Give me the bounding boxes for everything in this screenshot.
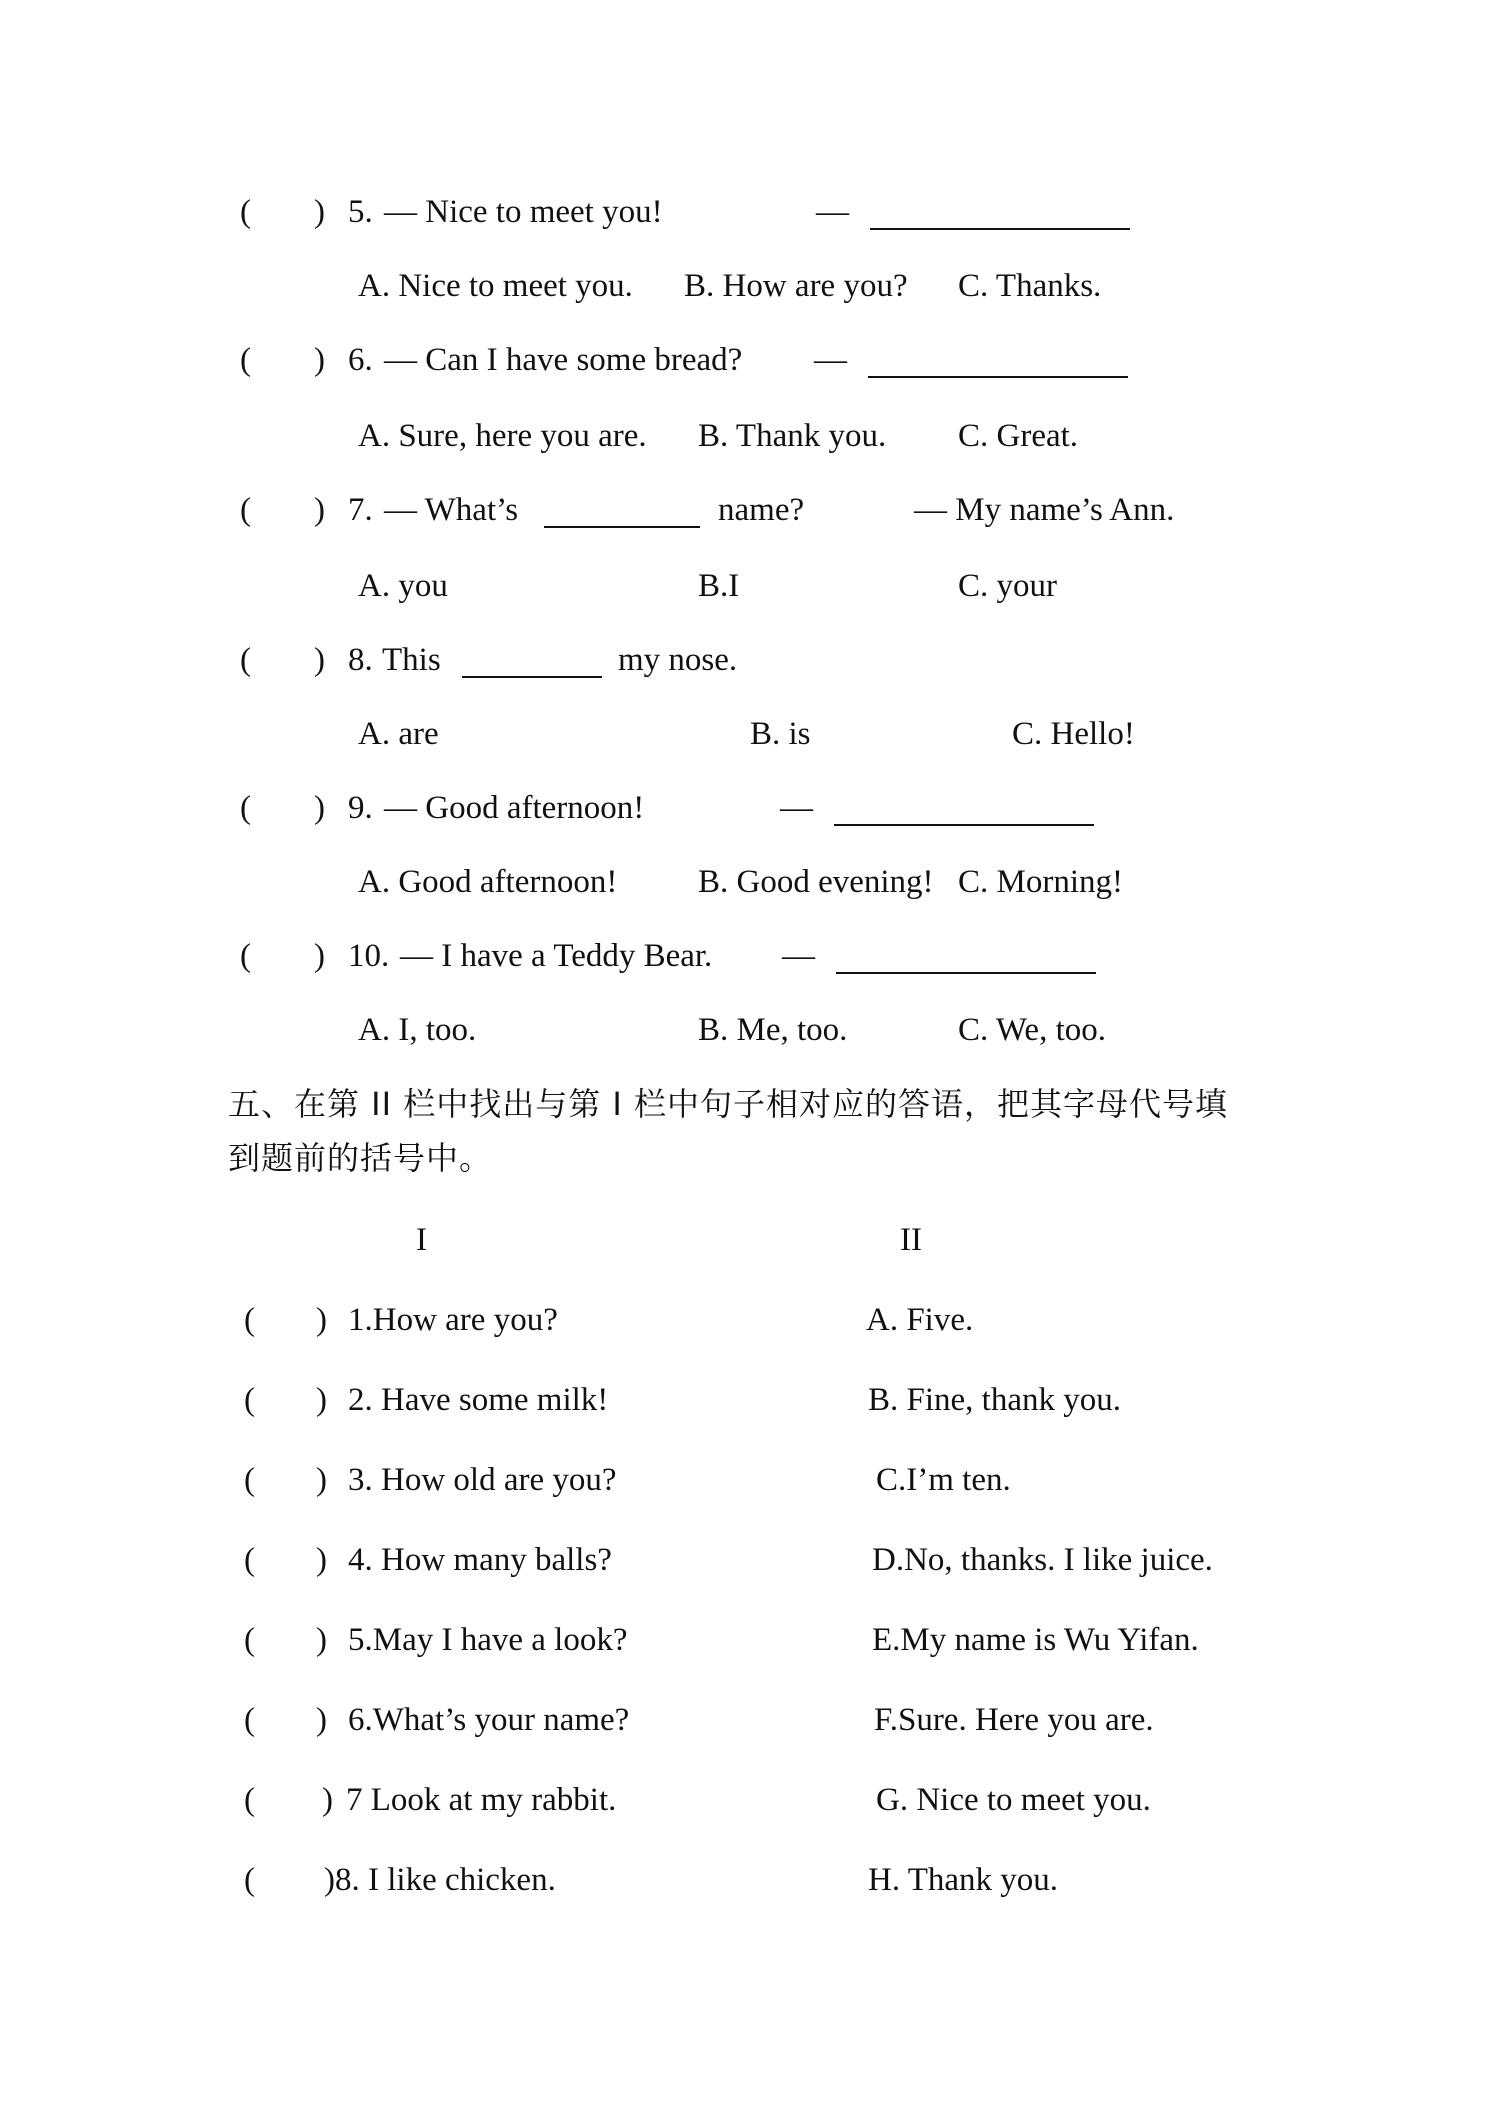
answer-paren-right: ) — [314, 492, 325, 528]
option-c: C. Great. — [958, 418, 1079, 454]
option-c: C. We, too. — [958, 1012, 1106, 1048]
answer-paren-right: ) — [316, 1702, 327, 1738]
column-i-header: I — [416, 1222, 427, 1258]
answer-paren-right: ) — [316, 1622, 327, 1658]
answer-blank[interactable] — [834, 796, 1094, 833]
answer-paren-left: ( — [244, 1622, 255, 1658]
answer-paren-left: ( — [244, 1462, 255, 1498]
column-i-item: )8. I like chicken. — [324, 1862, 556, 1898]
answer-paren-right: ) — [316, 1462, 327, 1498]
answer-paren-left: ( — [240, 194, 251, 230]
answer-paren-right: ) — [314, 790, 325, 826]
reply-text: — My name’s Ann. — [914, 492, 1175, 528]
answer-paren-right: ) — [316, 1382, 327, 1418]
column-ii-item: D.No, thanks. I like juice. — [872, 1542, 1213, 1578]
question-number: 5. — [348, 194, 373, 230]
question-number: 8. — [348, 642, 373, 678]
column-i-item: 7 Look at my rabbit. — [346, 1782, 617, 1818]
answer-paren-right: ) — [322, 1782, 333, 1818]
option-b: B. Me, too. — [698, 1012, 848, 1048]
fill-blank[interactable] — [544, 498, 700, 535]
option-c: C. Thanks. — [958, 268, 1102, 304]
answer-paren-left: ( — [244, 1782, 255, 1818]
option-a: A. I, too. — [358, 1012, 477, 1048]
answer-paren-left: ( — [240, 492, 251, 528]
question-number: 6. — [348, 342, 373, 378]
answer-paren-left: ( — [244, 1702, 255, 1738]
column-i-item: 4. How many balls? — [348, 1542, 612, 1578]
column-ii-item: G. Nice to meet you. — [876, 1782, 1151, 1818]
column-ii-header: II — [900, 1222, 922, 1258]
question-prompt-end: my nose. — [618, 642, 738, 678]
question-number: 7. — [348, 492, 373, 528]
answer-paren-left: ( — [240, 938, 251, 974]
column-ii-item: A. Five. — [866, 1302, 974, 1338]
question-prompt: — Can I have some bread? — [384, 342, 743, 378]
column-i-item: 1.How are you? — [348, 1302, 558, 1338]
answer-paren-right: ) — [316, 1302, 327, 1338]
answer-blank[interactable] — [836, 944, 1096, 981]
option-c: C. your — [958, 568, 1057, 604]
column-i-item: 2. Have some milk! — [348, 1382, 609, 1418]
answer-paren-left: ( — [244, 1382, 255, 1418]
answer-blank[interactable] — [868, 348, 1128, 385]
reply-dash: — — [814, 342, 847, 378]
option-b: B. is — [750, 716, 811, 752]
question-prompt: — Nice to meet you! — [384, 194, 663, 230]
instruction-line-1: 五、在第 II 栏中找出与第 I 栏中句子相对应的答语，把其字母代号填 — [228, 1085, 1229, 1123]
answer-paren-left: ( — [244, 1862, 255, 1898]
answer-paren-right: ) — [316, 1542, 327, 1578]
option-c: C. Hello! — [1012, 716, 1135, 752]
option-a: A. Sure, here you are. — [358, 418, 647, 454]
option-a: A. Nice to meet you. — [358, 268, 633, 304]
answer-paren-right: ) — [314, 342, 325, 378]
question-prompt-end: name? — [718, 492, 805, 528]
question-number: 10. — [348, 938, 390, 974]
question-prompt: This — [382, 642, 441, 678]
answer-paren-right: ) — [314, 938, 325, 974]
option-b: B. Good evening! — [698, 864, 934, 900]
option-a: A. you — [358, 568, 448, 604]
option-b: B. Thank you. — [698, 418, 887, 454]
question-prompt: — What’s — [384, 492, 519, 528]
answer-paren-left: ( — [244, 1542, 255, 1578]
answer-paren-left: ( — [244, 1302, 255, 1338]
answer-paren-left: ( — [240, 642, 251, 678]
option-b: B.I — [698, 568, 740, 604]
answer-paren-left: ( — [240, 790, 251, 826]
option-a: A. Good afternoon! — [358, 864, 618, 900]
answer-paren-right: ) — [314, 642, 325, 678]
question-prompt: — Good afternoon! — [384, 790, 645, 826]
answer-paren-left: ( — [240, 342, 251, 378]
column-ii-item: E.My name is Wu Yifan. — [872, 1622, 1199, 1658]
reply-dash: — — [782, 938, 815, 974]
answer-paren-right: ) — [314, 194, 325, 230]
answer-blank[interactable] — [870, 200, 1130, 237]
column-ii-item: H. Thank you. — [868, 1862, 1059, 1898]
question-number: 9. — [348, 790, 373, 826]
column-ii-item: B. Fine, thank you. — [868, 1382, 1121, 1418]
column-i-item: 5.May I have a look? — [348, 1622, 628, 1658]
question-prompt: — I have a Teddy Bear. — [400, 938, 713, 974]
reply-dash: — — [780, 790, 813, 826]
column-ii-item: F.Sure. Here you are. — [874, 1702, 1154, 1738]
column-i-item: 6.What’s your name? — [348, 1702, 630, 1738]
column-i-item: 3. How old are you? — [348, 1462, 617, 1498]
reply-dash: — — [816, 194, 849, 230]
column-ii-item: C.I’m ten. — [876, 1462, 1011, 1498]
option-b: B. How are you? — [684, 268, 908, 304]
fill-blank[interactable] — [462, 648, 602, 685]
instruction-line-2: 到题前的括号中。 — [228, 1139, 493, 1177]
option-c: C. Morning! — [958, 864, 1123, 900]
option-a: A. are — [358, 716, 439, 752]
